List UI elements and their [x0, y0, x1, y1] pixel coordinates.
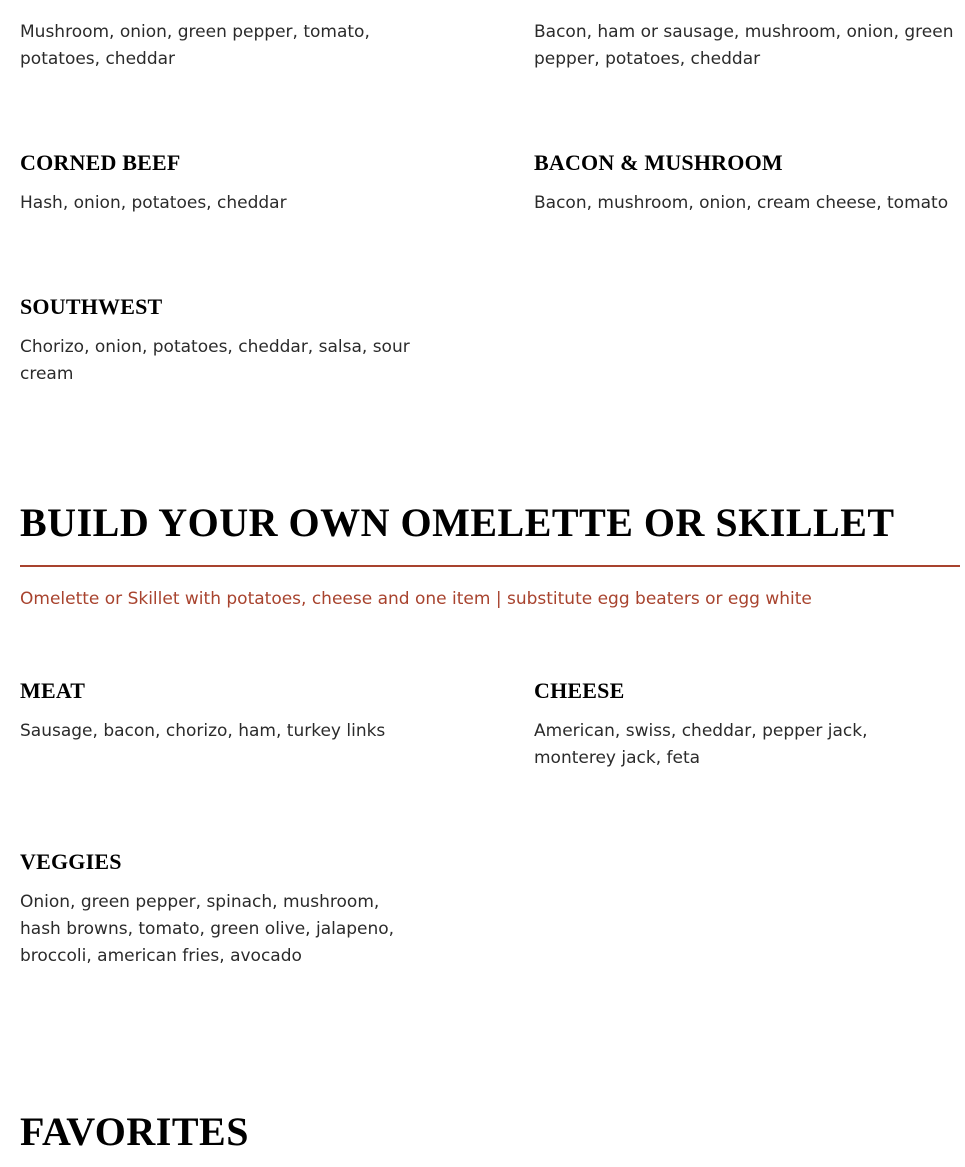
menu-item-top-left — [20, 19, 460, 73]
menu-item-veggies — [20, 849, 460, 970]
menu-item-title: MEAT — [20, 678, 86, 703]
menu-item-bacon-mushroom — [534, 150, 954, 217]
menu-item-description: Mushroom, onion, green pepper, tomato, potatoes, cheddar — [20, 22, 370, 69]
menu-item-title: BACON & MUSHROOM — [534, 150, 783, 175]
menu-item-meat — [20, 678, 460, 745]
menu-item-corned-beef — [20, 150, 460, 217]
section-divider — [20, 565, 960, 567]
section-note: Omelette or Skillet with potatoes, cheese and one item | substitute egg beaters or egg white — [20, 589, 812, 609]
section-title-favorites: FAVORITES — [20, 1109, 249, 1154]
menu-item-description: Bacon, mushroom, onion, cream cheese, tomato — [534, 193, 949, 213]
menu-item-description: Onion, green pepper, spinach, mushroom, hash browns, tomato, green olive, jalapeno, broccoli, american fries, avocado — [20, 892, 395, 966]
menu-item-description: Sausage, bacon, chorizo, ham, turkey links — [20, 721, 386, 741]
menu-item-description: Bacon, ham or sausage, mushroom, onion, green pepper, potatoes, cheddar — [534, 22, 954, 69]
menu-item-title: VEGGIES — [20, 849, 122, 874]
menu-item-title: SOUTHWEST — [20, 294, 163, 319]
menu-item-southwest — [20, 294, 460, 388]
menu-item-description: Chorizo, onion, potatoes, cheddar, salsa, sour cream — [20, 337, 410, 384]
menu-item-description: Hash, onion, potatoes, cheddar — [20, 193, 287, 213]
menu-item-description: American, swiss, cheddar, pepper jack, monterey jack, feta — [534, 721, 868, 768]
menu-item-cheese — [534, 678, 954, 772]
menu-item-top-right — [534, 19, 954, 73]
menu-item-title: CORNED BEEF — [20, 150, 181, 175]
section-title-build-your-own: BUILD YOUR OWN OMELETTE OR SKILLET — [20, 500, 895, 545]
menu-item-title: CHEESE — [534, 678, 625, 703]
